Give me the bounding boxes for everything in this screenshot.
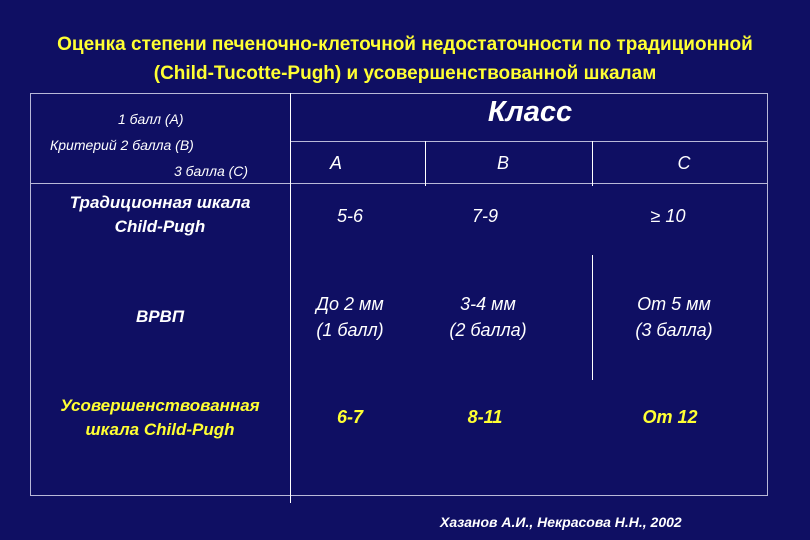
- title-line-1: Оценка степени печеночно-клеточной недостаточности по традиционной: [57, 34, 753, 55]
- cell-vrvp-b-line-2: (2 балла): [449, 320, 527, 340]
- cell-traditional-a: 5-6: [336, 206, 363, 226]
- criteria-line-1: 1 балл (А): [118, 111, 184, 127]
- column-divider-a-b: [425, 141, 426, 186]
- row-label-vrvp-line-1: ВРВП: [135, 307, 185, 326]
- header-divider: [30, 183, 768, 184]
- row-label-traditional-line-2: Child-Pugh: [114, 217, 206, 236]
- cell-traditional-b: 7-9: [471, 206, 498, 226]
- cell-vrvp-c: [614, 291, 734, 343]
- class-divider: [290, 141, 768, 142]
- cell-vrvp-a-line-2: (1 балл): [316, 320, 384, 340]
- cell-improved-a: 6-7: [336, 407, 363, 427]
- column-head-a: А: [329, 153, 342, 173]
- cell-vrvp-a: [294, 291, 406, 343]
- source-citation: Хазанов А.И., Некрасова Н.Н., 2002: [440, 514, 682, 530]
- cell-vrvp-b-line-1: 3-4 мм: [460, 294, 516, 314]
- class-heading: Класс: [487, 96, 573, 128]
- criteria-line-3: 3 балла (С): [174, 163, 249, 179]
- cell-traditional-c: ≥ 10: [650, 206, 686, 226]
- title-line-2: (Child-Tucotte-Pugh) и усовершенствованной шкалам: [153, 63, 657, 84]
- cell-vrvp-c-line-1: От 5 мм: [637, 294, 711, 314]
- row-label-improved-line-1: Усовершенствованная: [60, 396, 260, 415]
- row-label-improved-line-2: шкала Child-Pugh: [85, 420, 235, 439]
- row-label-traditional-line-1: Традиционная шкала: [69, 193, 251, 212]
- column-divider-b-c: [592, 141, 593, 186]
- slide-title: [0, 30, 810, 88]
- cell-improved-c: От 12: [642, 407, 698, 427]
- column-head-c: С: [677, 153, 691, 173]
- row-label-improved: [32, 394, 288, 442]
- column-head-b: В: [496, 153, 509, 173]
- cell-vrvp-c-line-2: (3 балла): [635, 320, 713, 340]
- label-column-divider: [290, 93, 291, 503]
- criteria-line-2: Критерий 2 балла (В): [50, 137, 194, 153]
- row-label-vrvp: [32, 305, 288, 329]
- row-label-traditional: [32, 191, 288, 239]
- cell-vrvp-a-line-1: До 2 мм: [316, 294, 384, 314]
- cell-improved-b: 8-11: [467, 407, 503, 427]
- column-divider-b-c-lower: [592, 255, 593, 380]
- cell-vrvp-b: [428, 291, 548, 343]
